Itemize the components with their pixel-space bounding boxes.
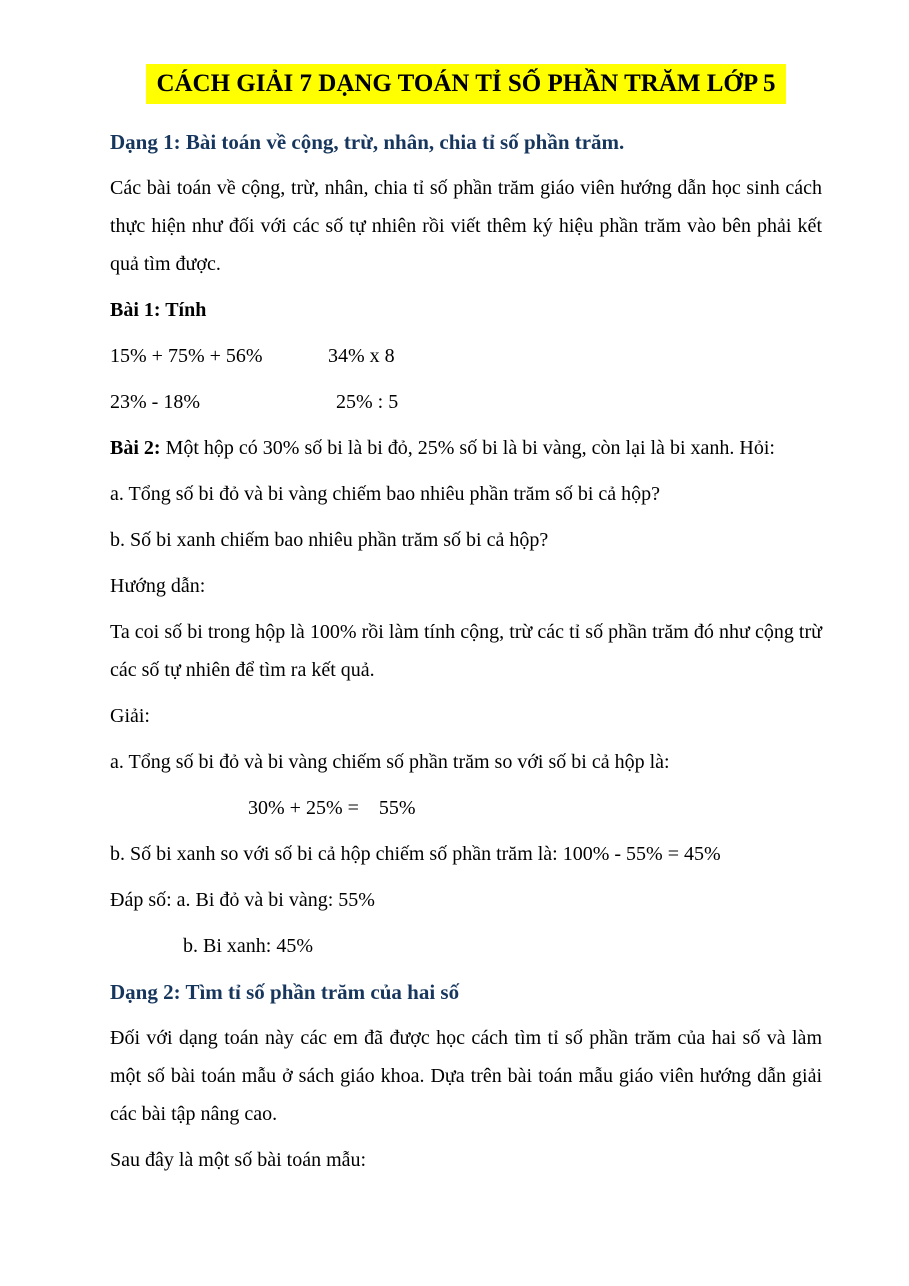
bai1-label: Bài 1: Tính [110, 299, 207, 321]
dang1-intro-paragraph: Các bài toán về cộng, trừ, nhân, chia tỉ số phần trăm giáo viên hướng dẫn học sinh cách thực hiện như đối với các số tự nhiên rồi viết thêm ký hiệu phần trăm vào bên phải kết quả tìm được. [110, 177, 822, 275]
bai2-text: Một hộp có 30% số bi là bi đỏ, 25% số bi là bi vàng, còn lại là bi xanh. Hỏi: [160, 437, 775, 459]
bai2-statement [110, 429, 822, 467]
dang2-intro-paragraph: Đối với dạng toán này các em đã được học cách tìm tỉ số phần trăm của hai số và làm một số bài toán mẫu ở sách giáo khoa. Dựa trên bài toán mẫu giáo viên hướng dẫn giải các bài tập nâng cao. [110, 1027, 822, 1125]
expression-cell: 23% - 18% [110, 391, 200, 413]
bai1-expression-row-1 [110, 337, 822, 375]
giai-a-line: a. Tổng số bi đỏ và bi vàng chiếm số phần trăm so với số bi cả hộp là: [110, 751, 670, 773]
section-heading-dang1: Dạng 1: Bài toán về cộng, trừ, nhân, chia tỉ số phần trăm. [110, 130, 625, 154]
giai-a-equation: 30% + 25% = 55% [248, 797, 416, 819]
giai-b-line: b. Số bi xanh so với số bi cả hộp chiếm số phần trăm là: 100% - 55% = 45% [110, 843, 721, 865]
expression-cell: 34% x 8 [328, 345, 395, 367]
expression-cell: 25% : 5 [336, 391, 399, 413]
bai2-question-b: b. Số bi xanh chiếm bao nhiêu phần trăm số bi cả hộp? [110, 529, 549, 551]
dapso-a-line: Đáp số: a. Bi đỏ và bi vàng: 55% [110, 889, 375, 911]
huongdan-paragraph: Ta coi số bi trong hộp là 100% rồi làm tính cộng, trừ các tỉ số phần trăm đó như cộng trừ các số tự nhiên để tìm ra kết quả. [110, 621, 822, 681]
dang2-outro-line: Sau đây là một số bài toán mẫu: [110, 1149, 367, 1171]
document-title-wrap [110, 64, 822, 107]
document-title: CÁCH GIẢI 7 DẠNG TOÁN TỈ SỐ PHẦN TRĂM LỚP 5 [146, 64, 785, 104]
huongdan-label: Hướng dẫn: [110, 575, 206, 597]
expression-cell: 15% + 75% + 56% [110, 345, 263, 367]
bai1-expression-row-2 [110, 383, 822, 421]
bai2-question-a: a. Tổng số bi đỏ và bi vàng chiếm bao nhiêu phần trăm số bi cả hộp? [110, 483, 661, 505]
bai2-label: Bài 2: [110, 437, 161, 459]
dapso-b-line: b. Bi xanh: 45% [183, 935, 313, 957]
giai-label: Giải: [110, 705, 150, 727]
section-heading-dang2: Dạng 2: Tìm tỉ số phần trăm của hai số [110, 980, 460, 1004]
